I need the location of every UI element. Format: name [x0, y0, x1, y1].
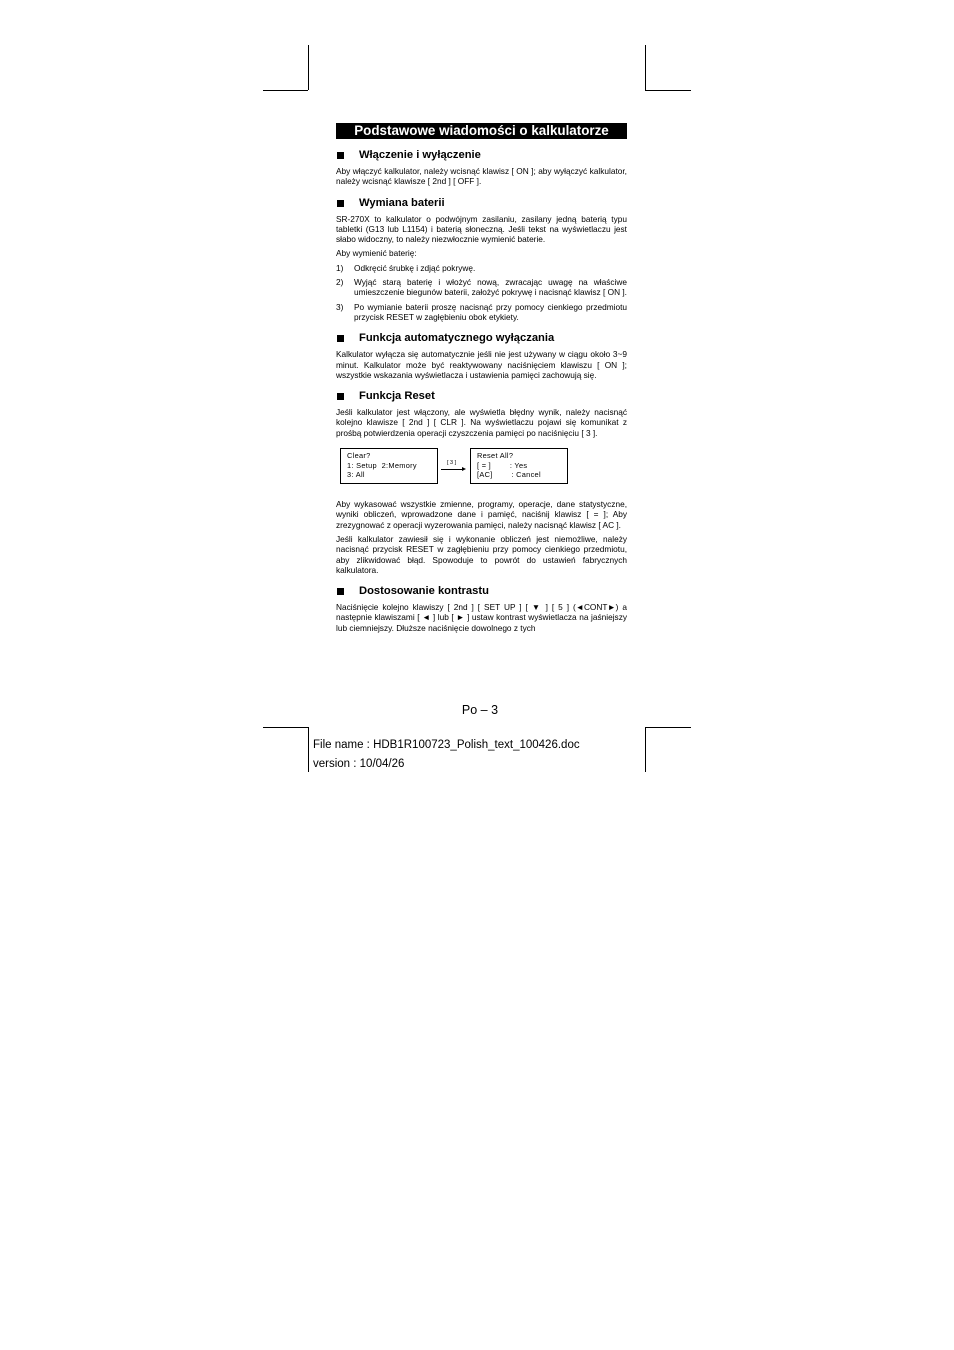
list-item	[336, 263, 627, 273]
lcd-screen-reset-all	[470, 448, 568, 484]
section-heading-text: Wymiana baterii	[359, 196, 445, 209]
section-heading-text: Funkcja Reset	[359, 390, 435, 403]
section-heading-power	[336, 149, 627, 162]
paragraph: Kalkulator wyłącza się automatycznie jeśli nie jest używany w ciągu około 3~9 minut. Kalkulator może być reaktywowany naciśnięciem klawiszu [ ON ]; wszystkie wskazania wyświetlacza i ustawienia pamięci zachowują się.	[336, 349, 627, 380]
square-bullet-icon	[337, 393, 344, 400]
list-item-number: 1)	[336, 262, 344, 273]
page-number: Po – 3	[461, 703, 499, 717]
footer-file-name: File name : HDB1R100723_Polish_text_100426.doc	[313, 739, 580, 751]
arrow-right-icon	[441, 460, 467, 472]
paragraph: Aby włączyć kalkulator, należy wcisnąć klawisz [ ON ]; aby wyłączyć kalkulator, należy wcisnąć klawisze [ 2nd ] [ OFF ].	[336, 166, 627, 187]
square-bullet-icon	[337, 588, 344, 595]
square-bullet-icon	[337, 152, 344, 159]
footer-version: version : 10/04/26	[313, 758, 405, 770]
paragraph: Naciśnięcie kolejno klawiszy [ 2nd ] [ SET UP ] [ ▼ ] [ 5 ] (◄CONT►) a następnie klawiszami [ ◄ ] lub [ ► ] ustaw kontrast wyświetlacza na jaśniejszy lub ciemniejszy. Dłuższe naciśnięcie dowolnego z tych	[336, 602, 627, 633]
list-item-number: 3)	[336, 301, 344, 312]
list-item-number: 2)	[336, 277, 344, 288]
paragraph: Jeśli kalkulator jest włączony, ale wyświetla błędny wynik, należy nacisnąć kolejno klawisze [ 2nd ] [ CLR ]. Na wyświetlaczu pojawi się komunikat z prośbą potwierdzenia operacji czyszczenia pamięci po naciśnięciu [ 3 ].	[336, 407, 627, 438]
crop-mark	[645, 45, 646, 90]
crop-mark	[645, 727, 691, 728]
square-bullet-icon	[337, 335, 344, 342]
page-title: Podstawowe wiadomości o kalkulatorze	[336, 123, 627, 139]
list-item-text: Wyjąć starą baterię i włożyć nową, zwracając uwagę na właściwe umieszczenie biegunów baterii, założyć pokrywę i nacisnąć klawisz [ ON ].	[354, 277, 627, 298]
section-heading-text: Dostosowanie kontrastu	[359, 585, 489, 598]
section-heading-text: Włączenie i wyłączenie	[359, 149, 481, 161]
paragraph: Aby wymienić baterię:	[336, 248, 417, 259]
reset-screens-diagram	[340, 448, 627, 485]
section-heading-text: Funkcja automatycznego wyłączania	[359, 332, 555, 345]
crop-mark	[263, 727, 308, 728]
section-heading-reset	[336, 390, 627, 403]
lcd-line: Clear?	[347, 451, 371, 461]
lcd-line: [ = ] : Yes	[477, 460, 528, 470]
crop-mark	[645, 90, 691, 91]
lcd-line: 1: Setup 2:Memory	[347, 460, 417, 470]
list-item-text: Odkręcić śrubkę i zdjąć pokrywę.	[354, 262, 476, 273]
lcd-screen-clear	[340, 448, 438, 484]
lcd-line: 3: All	[347, 470, 365, 480]
paragraph: Jeśli kalkulator zawiesił się i wykonanie obliczeń jest niemożliwe, należy nacisnąć przycisk RESET w zagłębieniu przy pomocy cienkiego przedmiotu, aby zlikwidować błąd. Spowoduje to powrót do ustawień fabrycznych kalkulatora.	[336, 533, 627, 575]
paragraph: Aby wykasować wszystkie zmienne, programy, operacje, dane statystyczne, wyniki obliczeń, wprowadzone dane i pamięć, naciśnij klawisz [ = ]; Aby zrezygnować z operacji wyzerowania pamięci, należy nacisnąć klawisz [ AC ].	[336, 499, 627, 530]
list-item	[336, 277, 627, 298]
crop-mark	[645, 727, 646, 772]
crop-mark	[308, 727, 309, 772]
list-item-text: Po wymianie baterii proszę nacisnąć przy pomocy cienkiego przedmiotu przycisk RESET w zagłębieniu obok etykiety.	[354, 301, 627, 322]
arrow-key-label: [ 3 ]	[447, 460, 457, 467]
section-heading-battery	[336, 197, 627, 210]
crop-mark	[308, 45, 309, 90]
crop-mark	[263, 90, 308, 91]
square-bullet-icon	[337, 200, 344, 207]
battery-steps-list	[336, 263, 627, 322]
lcd-line: [AC] : Cancel	[477, 470, 541, 480]
list-item	[336, 302, 627, 323]
section-heading-auto-off	[336, 332, 627, 345]
lcd-line: Reset All?	[477, 451, 514, 461]
section-heading-contrast	[336, 585, 627, 598]
manual-page	[336, 123, 627, 637]
paragraph: SR-270X to kalkulator o podwójnym zasilaniu, zasilany jedną baterią typu tabletki (G13 lub L1154) i baterią słoneczną. Jeśli tekst na wyświetlaczu jest słabo widoczny, to należy niezwłocznie wymienić baterie.	[336, 213, 627, 245]
